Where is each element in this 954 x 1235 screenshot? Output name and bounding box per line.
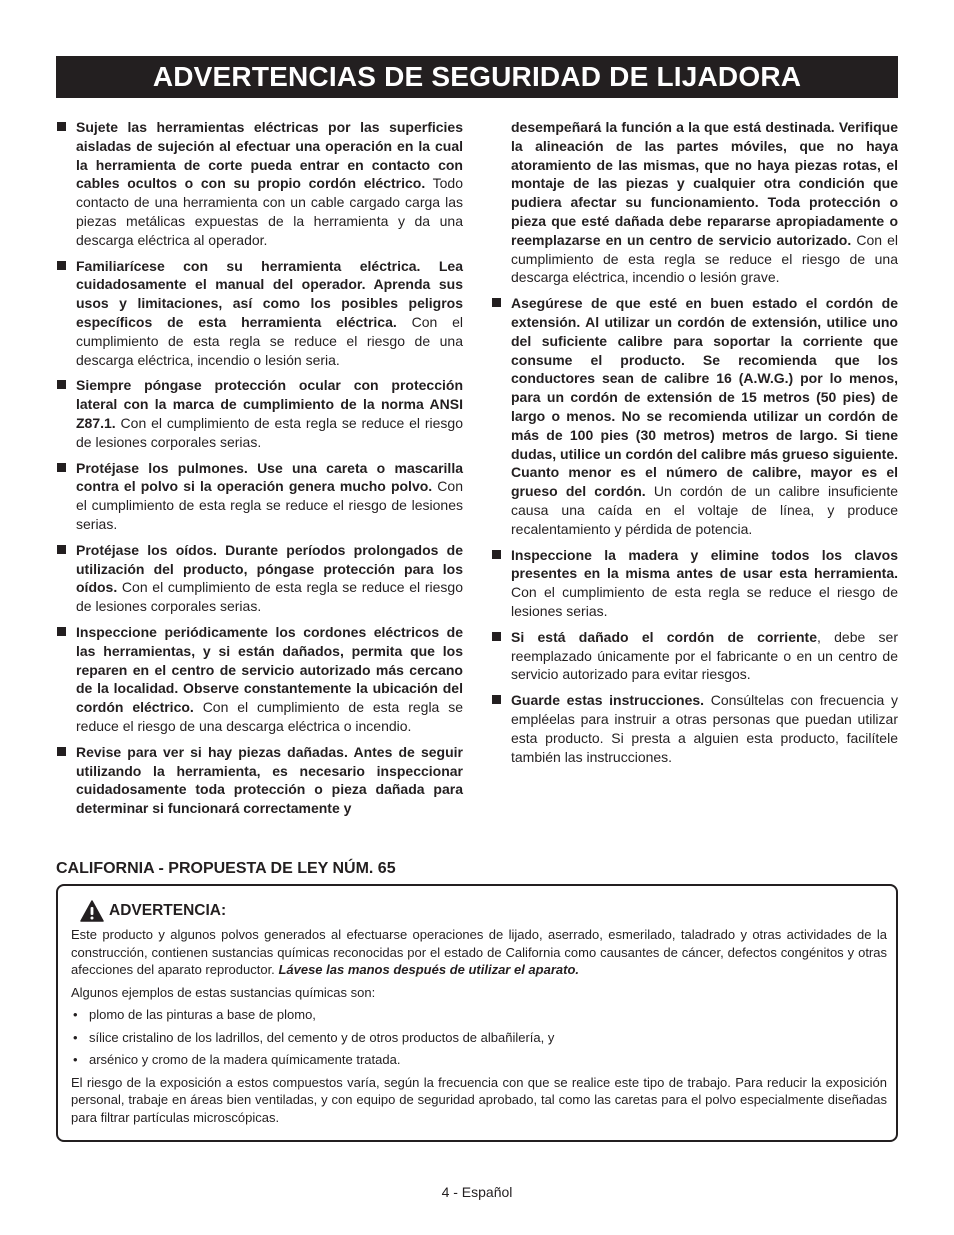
page-title: ADVERTENCIAS DE SEGURIDAD DE LIJADORA — [56, 56, 898, 98]
chemical-list — [71, 1006, 887, 1069]
warning-paragraph: El riesgo de la exposición a estos compuestos varía, según la frecuencia con que se realice este tipo de trabajo. Para reducir la exposición personal, trabaje en áreas bien ventiladas, y con equipo de seguridad aprobado, tal como las caretas para el polvo especialmente diseñadas para filtrar partículas microscópicas. — [71, 1074, 887, 1125]
list-item: • sílice cristalino de los ladrillos, del cemento y de otros productos de albañilería, y — [73, 1029, 555, 1045]
list-item: Guarde estas instrucciones. Consúltelas con frecuencia y empléelas para instruir a otras personas que puedan utilizar esta producto. Si presta a alguien esta producto, facilítele también las instrucciones. — [491, 691, 898, 766]
left-column — [56, 118, 463, 825]
list-item: Protéjase los pulmones. Use una careta o mascarilla contra el polvo si la operación genera mucho polvo. Con el cumplimiento de esta regla se reduce el riesgo de lesiones serias. — [56, 459, 463, 534]
list-item: Siempre póngase protección ocular con protección lateral con la marca de cumplimiento de la norma ANSI Z87.1. Con el cumplimiento de esta regla se reduce el riesgo de lesiones corporales serias. — [56, 376, 463, 451]
warning-box — [56, 884, 898, 1142]
section-heading: CALIFORNIA - PROPUESTA DE LEY NÚM. 65 — [56, 860, 396, 877]
square-bullet-icon — [57, 261, 66, 270]
square-bullet-icon — [492, 550, 501, 559]
list-item: • arsénico y cromo de la madera químicamente tratada. — [73, 1052, 401, 1067]
right-column — [491, 118, 898, 773]
square-bullet-icon — [57, 627, 66, 636]
square-bullet-icon — [492, 632, 501, 641]
bullet-dot-icon: • — [73, 1052, 78, 1067]
list-item: Si está dañado el cordón de corriente, debe ser reemplazado únicamente por el fabricante o en un centro de servicio autorizado para evitar riesgos. — [491, 628, 898, 684]
list-item: Sujete las herramientas eléctricas por las superficies aisladas de sujeción al efectuar una operación en la cual la herramienta de corte pueda entrar en contacto con cables ocultos o con su propio cordón eléctrico. Todo contacto de una herramienta con un cable cargado carga las piezas metálicas expuestas de la herramienta y da una descarga eléctrica al operador. — [56, 118, 463, 250]
list-item: Inspeccione la madera y elimine todos los clavos presentes en la misma antes de usar esta herramienta. Con el cumplimiento de esta regla se reduce el riesgo de lesiones serias. — [491, 546, 898, 621]
square-bullet-icon — [492, 695, 501, 704]
list-item-continuation: desempeñará la función a la que está destinada. Verifique la alineación de las partes móviles, que no haya atoramiento de las mismas, que no haya piezas rotas, el montaje de las piezas y cualquier otra condición que pudiera afectar su funcionamiento. Toda protección o pieza que esté dañada debe repararse apropiadamente o reemplazarse en un centro de servicio autorizado. Con el cumplimiento de esta regla se reduce el riesgo de una descarga eléctrica, incendio o lesión grave. — [511, 119, 899, 286]
warning-label: ADVERTENCIA: — [109, 902, 227, 919]
square-bullet-icon — [57, 545, 66, 554]
warning-body — [71, 926, 887, 1131]
list-item: Asegúrese de que esté en buen estado el cordón de extensión. Al utilizar un cordón de extensión, utilice uno del suficiente calibre para soportar la corriente que consume el producto. Se recomienda que los conductores sean de calibre 16 (A.W.G.) por lo menos, para un cordón de extensión de 15 metros (50 pies) de largo o menos. No se recomienda utilizar un cordón de más de 100 pies (30 metros) metros de largo. Si tiene dudas, utilice un cordón del calibre más grueso siguiente. Cuanto menor es el número de calibre, mayor es el grueso del cordón. Un cordón de un calibre insuficiente causa una caída en el voltaje de línea, y produce recalentamiento y pérdida de potencia. — [491, 294, 898, 538]
bullet-dot-icon: • — [73, 1007, 78, 1022]
square-bullet-icon — [57, 122, 66, 131]
list-item: Familiarícese con su herramienta eléctrica. Lea cuidadosamente el manual del operador. Aprenda sus usos y limitaciones, así como los posibles peligros específicos de esta herramienta eléctrica. Con el cumplimiento de esta regla se reduce el riesgo de una descarga eléctrica, incendio o lesión seria. — [56, 257, 463, 370]
list-item: Inspeccione periódicamente los cordones eléctricos de las herramientas, y si están dañados, permita que los reparen en el centro de servicio autorizado más cercano de la localidad. Observe constantemente la ubicación del cordón eléctrico. Con el cumplimiento de esta regla se reduce el riesgo de una descarga eléctrica o incendio. — [56, 623, 463, 736]
list-item: • plomo de las pinturas a base de plomo, — [73, 1007, 316, 1022]
square-bullet-icon — [492, 298, 501, 307]
warning-paragraph: Algunos ejemplos de estas sustancias químicas son: — [71, 984, 376, 1000]
square-bullet-icon — [57, 747, 66, 756]
warning-triangle-icon — [80, 900, 104, 922]
bullet-dot-icon: • — [73, 1029, 78, 1045]
square-bullet-icon — [57, 380, 66, 389]
list-item: Protéjase los oídos. Durante períodos prolongados de utilización del producto, póngase protección para los oídos. Con el cumplimiento de esta regla se reduce el riesgo de lesiones corporales serias. — [56, 541, 463, 616]
warning-paragraph: Este producto y algunos polvos generados al efectuarse operaciones de lijado, aserrado, esmerilado, taladrado y otras actividades de la construcción, contienen sustancias químicas reconocidas por el estado de California como causantes de cáncer, defectos congénitos y otras afecciones del aparato reproductor. Lávese las manos después de utilizar el aparato. — [71, 927, 887, 977]
warning-heading — [80, 900, 226, 922]
page-footer: 4 - Español — [441, 1184, 513, 1200]
list-item: Revise para ver si hay piezas dañadas. Antes de seguir utilizando la herramienta, es necesario inspeccionar cuidadosamente toda protección o pieza dañada para determinar si funcionará correctamente y — [56, 743, 463, 818]
square-bullet-icon — [57, 463, 66, 472]
